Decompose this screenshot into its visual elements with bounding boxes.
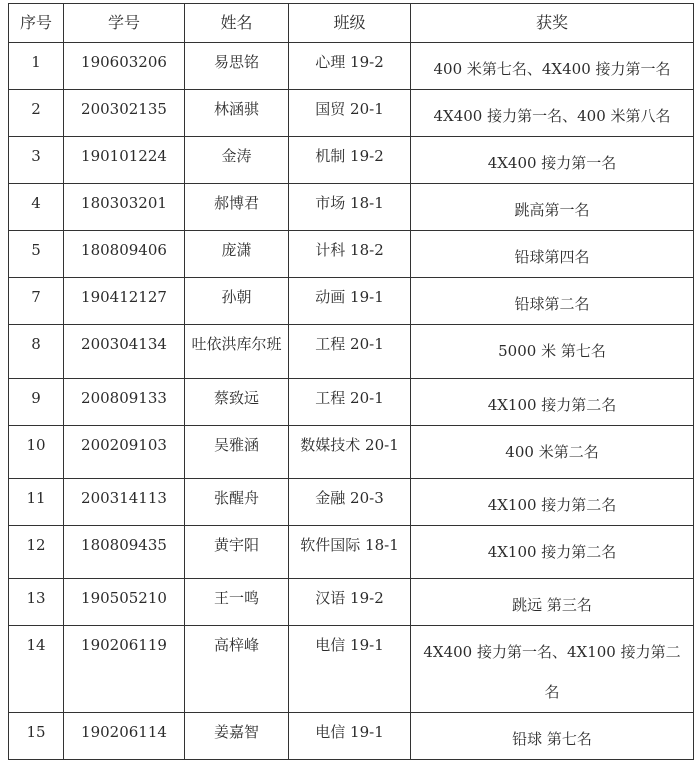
cell-student-id: 200304134 [64, 325, 185, 379]
cell-class: 工程 20-1 [289, 379, 411, 426]
header-no: 序号 [9, 4, 64, 43]
cell-class: 工程 20-1 [289, 325, 411, 379]
table-row [9, 90, 694, 137]
table-row [9, 426, 694, 479]
cell-name: 蔡致远 [185, 379, 289, 426]
cell-no: 11 [9, 479, 64, 526]
cell-class: 电信 19-1 [289, 713, 411, 760]
header-award: 获奖 [411, 4, 694, 43]
cell-no: 1 [9, 43, 64, 90]
cell-class: 汉语 19-2 [289, 579, 411, 626]
cell-student-id: 200209103 [64, 426, 185, 479]
cell-name: 高梓峰 [185, 626, 289, 713]
cell-award: 4X400 接力第一名 [411, 137, 694, 184]
cell-name: 黄宇阳 [185, 526, 289, 579]
cell-name: 张醒舟 [185, 479, 289, 526]
cell-class: 机制 19-2 [289, 137, 411, 184]
cell-student-id: 190412127 [64, 278, 185, 325]
table-row [9, 713, 694, 760]
cell-award: 铅球第四名 [411, 231, 694, 278]
table-row [9, 379, 694, 426]
cell-class: 软件国际 18-1 [289, 526, 411, 579]
cell-class: 金融 20-3 [289, 479, 411, 526]
cell-no: 15 [9, 713, 64, 760]
cell-class: 计科 18-2 [289, 231, 411, 278]
cell-award: 铅球 第七名 [411, 713, 694, 760]
cell-name: 易思铭 [185, 43, 289, 90]
cell-name: 庞潇 [185, 231, 289, 278]
table-row [9, 278, 694, 325]
table-row [9, 626, 694, 713]
cell-award: 4X400 接力第一名、4X100 接力第二名 [411, 626, 694, 713]
cell-award: 跳远 第三名 [411, 579, 694, 626]
cell-name: 郝博君 [185, 184, 289, 231]
table-row [9, 137, 694, 184]
cell-award: 400 米第七名、4X400 接力第一名 [411, 43, 694, 90]
cell-award: 4X100 接力第二名 [411, 379, 694, 426]
cell-name: 金涛 [185, 137, 289, 184]
cell-award: 5000 米 第七名 [411, 325, 694, 379]
cell-award: 4X100 接力第二名 [411, 526, 694, 579]
cell-no: 5 [9, 231, 64, 278]
cell-student-id: 190603206 [64, 43, 185, 90]
cell-no: 8 [9, 325, 64, 379]
cell-name: 王一鸣 [185, 579, 289, 626]
cell-award: 铅球第二名 [411, 278, 694, 325]
cell-name: 林涵骐 [185, 90, 289, 137]
cell-student-id: 200314113 [64, 479, 185, 526]
cell-student-id: 200809133 [64, 379, 185, 426]
cell-student-id: 190505210 [64, 579, 185, 626]
table-row [9, 479, 694, 526]
table-row [9, 579, 694, 626]
cell-name: 吐依洪库尔班 [185, 325, 289, 379]
cell-student-id: 180809406 [64, 231, 185, 278]
cell-award: 4X100 接力第二名 [411, 479, 694, 526]
table-row [9, 325, 694, 379]
cell-class: 电信 19-1 [289, 626, 411, 713]
cell-award: 跳高第一名 [411, 184, 694, 231]
cell-no: 9 [9, 379, 64, 426]
cell-award: 4X400 接力第一名、400 米第八名 [411, 90, 694, 137]
header-student-id: 学号 [64, 4, 185, 43]
table-row [9, 526, 694, 579]
cell-no: 2 [9, 90, 64, 137]
cell-name: 姜嘉智 [185, 713, 289, 760]
cell-class: 数媒技术 20-1 [289, 426, 411, 479]
header-class: 班级 [289, 4, 411, 43]
cell-no: 13 [9, 579, 64, 626]
cell-student-id: 190206114 [64, 713, 185, 760]
table-row [9, 43, 694, 90]
cell-name: 吴雅涵 [185, 426, 289, 479]
cell-no: 7 [9, 278, 64, 325]
cell-student-id: 180809435 [64, 526, 185, 579]
table-row [9, 231, 694, 278]
cell-name: 孙朝 [185, 278, 289, 325]
cell-class: 市场 18-1 [289, 184, 411, 231]
awards-table [8, 3, 694, 760]
cell-student-id: 190206119 [64, 626, 185, 713]
cell-student-id: 180303201 [64, 184, 185, 231]
cell-student-id: 200302135 [64, 90, 185, 137]
cell-student-id: 190101224 [64, 137, 185, 184]
cell-no: 4 [9, 184, 64, 231]
cell-award: 400 米第二名 [411, 426, 694, 479]
cell-class: 心理 19-2 [289, 43, 411, 90]
cell-class: 动画 19-1 [289, 278, 411, 325]
header-row [9, 4, 694, 43]
cell-class: 国贸 20-1 [289, 90, 411, 137]
table-row [9, 184, 694, 231]
cell-no: 3 [9, 137, 64, 184]
cell-no: 12 [9, 526, 64, 579]
cell-no: 14 [9, 626, 64, 713]
cell-no: 10 [9, 426, 64, 479]
header-name: 姓名 [185, 4, 289, 43]
